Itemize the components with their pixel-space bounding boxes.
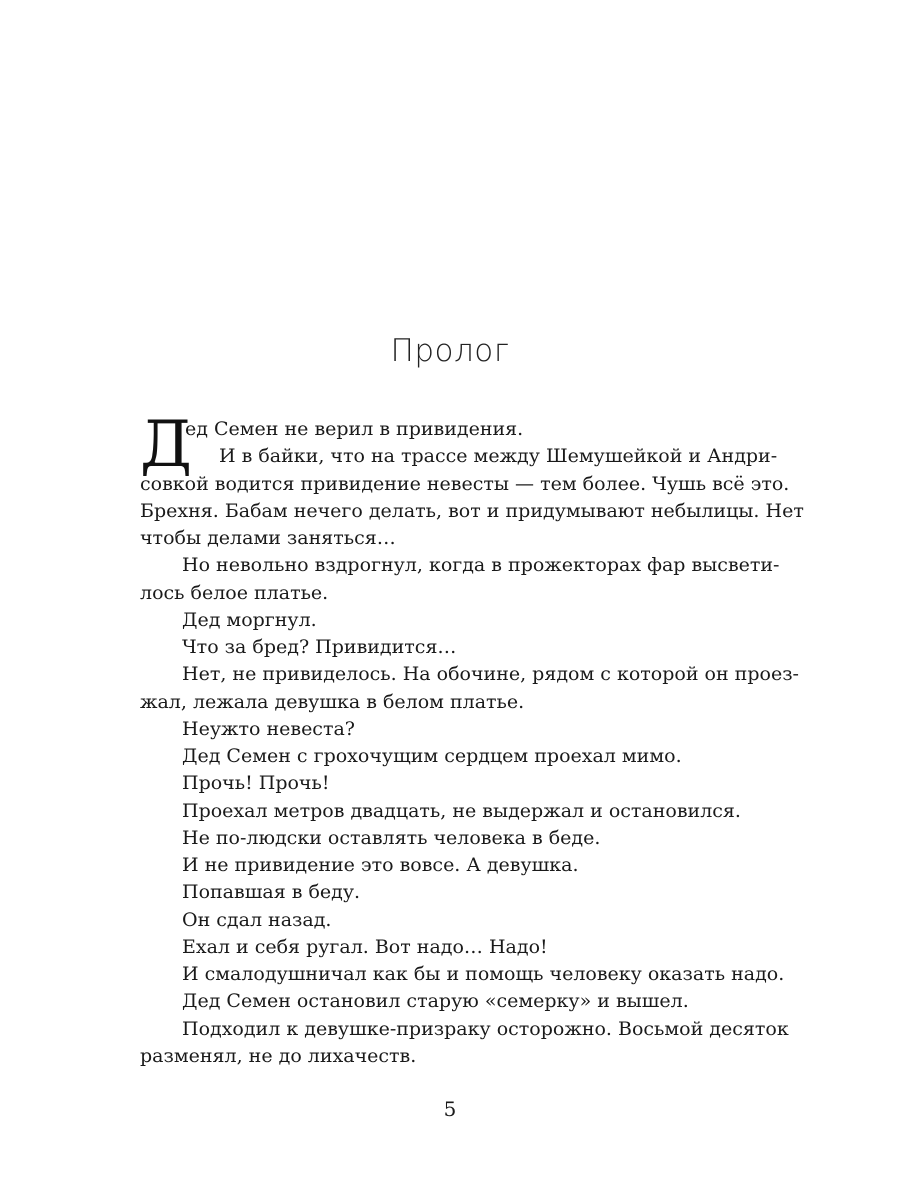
chapter-title: Пролог (390, 333, 510, 369)
text-line: Брехня. Бабам нечего делать, вот и придумывают небылицы. Нет (140, 499, 804, 522)
text-line: Он сдал назад. (182, 908, 332, 931)
text-line: жал, лежала девушка в белом платье. (140, 690, 525, 713)
text-line: Попавшая в беду. (182, 881, 361, 904)
page-number: 5 (443, 1097, 457, 1121)
text-line: Дед моргнул. (182, 608, 317, 631)
text-line: Ехал и себя ругал. Вот надо… Надо! (182, 935, 548, 958)
text-line: Нет, не привиделось. На обочине, рядом с которой он проез- (182, 663, 799, 686)
text-line: Дед Семен с грохочущим сердцем проехал мимо. (182, 745, 682, 767)
text-line: чтобы делами заняться… (140, 527, 396, 549)
text-line: Дед Семен остановил старую «семерку» и вышел. (182, 990, 689, 1013)
text-line: Что за бред? Привидится… (182, 636, 457, 658)
text-line: Но невольно вздрогнул, когда в прожекторах фар высвети- (182, 554, 780, 577)
body-text (140, 408, 804, 1070)
text-line: Подходил к девушке-призраку осторожно. Восьмой десяток (182, 1017, 789, 1040)
text-line: Прочь! Прочь! (182, 772, 330, 795)
text-line: И смалодушничал как бы и помощь человеку оказать надо. (182, 963, 785, 985)
text-line: разменял, не до лихачеств. (140, 1044, 417, 1067)
text-line: лось белое платье. (140, 581, 329, 604)
text-line: Проехал метров двадцать, не выдержал и остановился. (182, 799, 741, 822)
text-line: совкой водится привидение невесты — тем более. Чушь всё это. (140, 472, 790, 495)
text-line: ед Семен не верил в привидения. (185, 418, 524, 440)
text-line: И в байки, что на трассе между Шемушейкой и Андри- (219, 445, 778, 468)
text-line: Не по-людски оставлять человека в беде. (182, 826, 601, 849)
text-line: Неужто невеста? (182, 717, 355, 740)
text-line: И не привидение это вовсе. А девушка. (182, 854, 579, 876)
drop-cap-letter: Д (140, 408, 193, 482)
